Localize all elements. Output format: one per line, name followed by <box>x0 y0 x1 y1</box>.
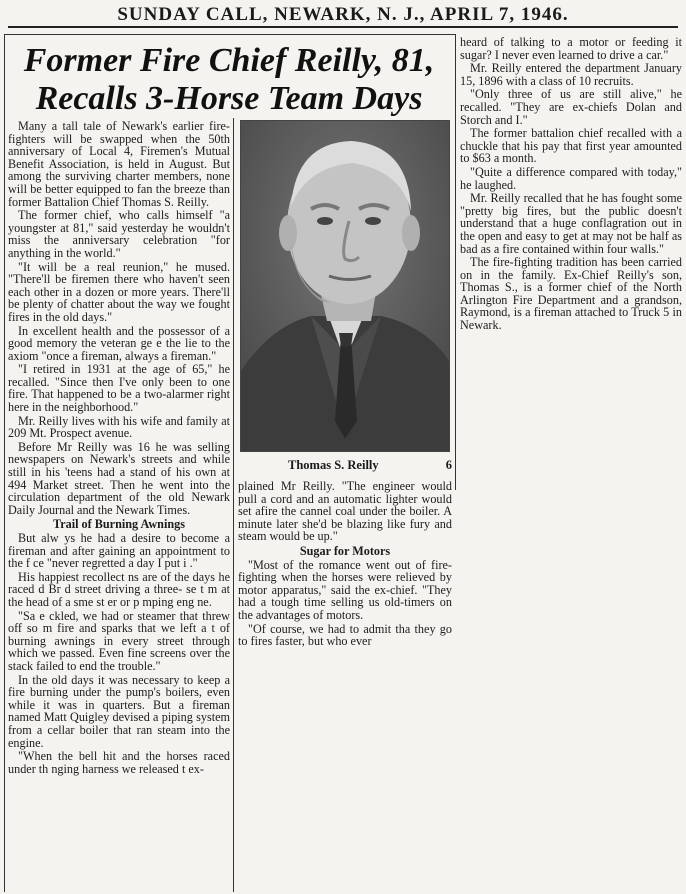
headline-rule <box>4 34 456 35</box>
paragraph: Mr. Reilly entered the department January 15, 1896 with a class of 10 recruits. <box>460 61 682 88</box>
article-column-3 <box>460 36 682 488</box>
photo-caption <box>240 458 452 474</box>
column-rule-right <box>455 34 456 490</box>
paragraph: Mr. Reilly recalled that he has fought some "pretty big fires, but the public doesn't understand that a huge conflagration out in the open and easy to get at may not be half as bad as a fire contained within four walls." <box>460 191 682 256</box>
headline-line-1: Former Fire Chief Reilly, 81, <box>23 42 435 79</box>
paragraph: Many a tall tale of Newark's earlier fire-fighters will be swapped when the 50th anniversary of Local 4, Firemen's Mutual Benefit Association, is held in August. But among the surviving charter members, none will be better equipped to fan the breeze than former Battalion Chief Thomas S. Reilly. <box>8 120 230 209</box>
paragraph: In excellent health and the possessor of a good memory the veteran ge e the lie to the axiom "once a fireman, always a fireman." <box>8 323 230 363</box>
article-column-1 <box>8 120 230 890</box>
paragraph: Before Mr Reilly was 16 he was selling newspapers on Newark's streets and while still in his 'teens had a stand of his own at 494 Market street. Then he went into the circulation department of the old Newark Daily Journal and the Newark Times. <box>8 439 230 517</box>
portrait-illustration <box>241 121 449 451</box>
paragraph: "Sa e ckled, we had or steamer that threw off so m fire and sparks that we left a t of burning awnings in every street through which we passed. Even fine screens over the stack failed to end the trouble." <box>8 608 230 673</box>
paragraph: "I retired in 1931 at the age of 65," he recalled. "Since then I've only been to one fire. That happened to be a two-alarmer right here in the neighborhood." <box>8 362 230 415</box>
paragraph: The former battalion chief recalled with a chuckle that his pay that first year amounted to $63 a month. <box>460 126 682 166</box>
dateline: SUNDAY CALL, NEWARK, N. J., APRIL 7, 1946. <box>8 4 678 28</box>
paragraph: In the old days it was necessary to keep a fire burning under the pump's boilers, even while it was in quarters. But a fireman named Matt Quigley devised a piping system from a cellar boiler that ran steam into the engine. <box>8 672 230 750</box>
headline-line-2: Recalls 3-Horse Team Days <box>35 80 423 117</box>
subheading: Sugar for Motors <box>299 543 391 558</box>
paragraph: The fire-fighting tradition has been carried on in the family. Ex-Chief Reilly's son, Thomas S., is a former chief of the North Arlington Fire Department and a grandson, Raymond, is a fireman attached to Truck 5 in Newark. <box>460 255 682 333</box>
paragraph: heard of talking to a motor or feeding it sugar? I never even learned to drive a car." <box>460 36 682 62</box>
paragraph: plained Mr Reilly. "The engineer would pull a cord and an automatic lighter would set afire the cannel coal under the boiler. A minute later she'd be blazing like fury and steam would be up." <box>238 480 452 544</box>
caption-number: 6 <box>445 458 452 472</box>
paragraph: The former chief, who calls himself "a youngster at 81," said yesterday he wouldn't miss the anniversary celebration "for anything in the world." <box>8 208 230 260</box>
caption-name: Thomas S. Reilly <box>288 458 379 472</box>
article-column-2 <box>238 480 452 655</box>
column-rule-left <box>4 34 5 892</box>
paragraph: "Most of the romance went out of fire-fighting when the horses were relieved by motor apparatus," said the ex-chief. "They had a tough time selling us old-timers on the advantages of motors. <box>238 557 452 622</box>
paragraph: "When the bell hit and the horses raced under th nging harness we released t ex- <box>8 749 230 776</box>
headline <box>6 42 452 118</box>
column-rule-middle <box>233 118 234 892</box>
subheading: Trail of Burning Awnings <box>53 517 185 532</box>
paragraph: Mr. Reilly lives with his wife and family at 209 Mt. Prospect avenue. <box>8 413 230 441</box>
paragraph: "Quite a difference compared with today," he laughed. <box>460 164 682 192</box>
paragraph: "Of course, we had to admit tha they go to fires faster, but who ever <box>238 621 452 649</box>
paragraph: "It will be a real reunion," he mused. "There'll be firemen there who haven't seen each other in a dozen or more years. There'll be plenty of chatter about the way we fought fires in the old days." <box>8 259 230 324</box>
paragraph: "Only three of us are still alive," he recalled. "They are ex-chiefs Dolan and Storch and I." <box>460 87 682 127</box>
paragraph: His happiest recollect ns are of the days he raced d Br d street driving a three- se t m at the head of a sme st er or p mping eng ne. <box>8 569 230 609</box>
portrait-photo <box>240 120 450 452</box>
paragraph: But alw ys he had a desire to become a fireman and after gaining an appointment to the f ce "never regretted a day I put i ." <box>8 531 230 571</box>
